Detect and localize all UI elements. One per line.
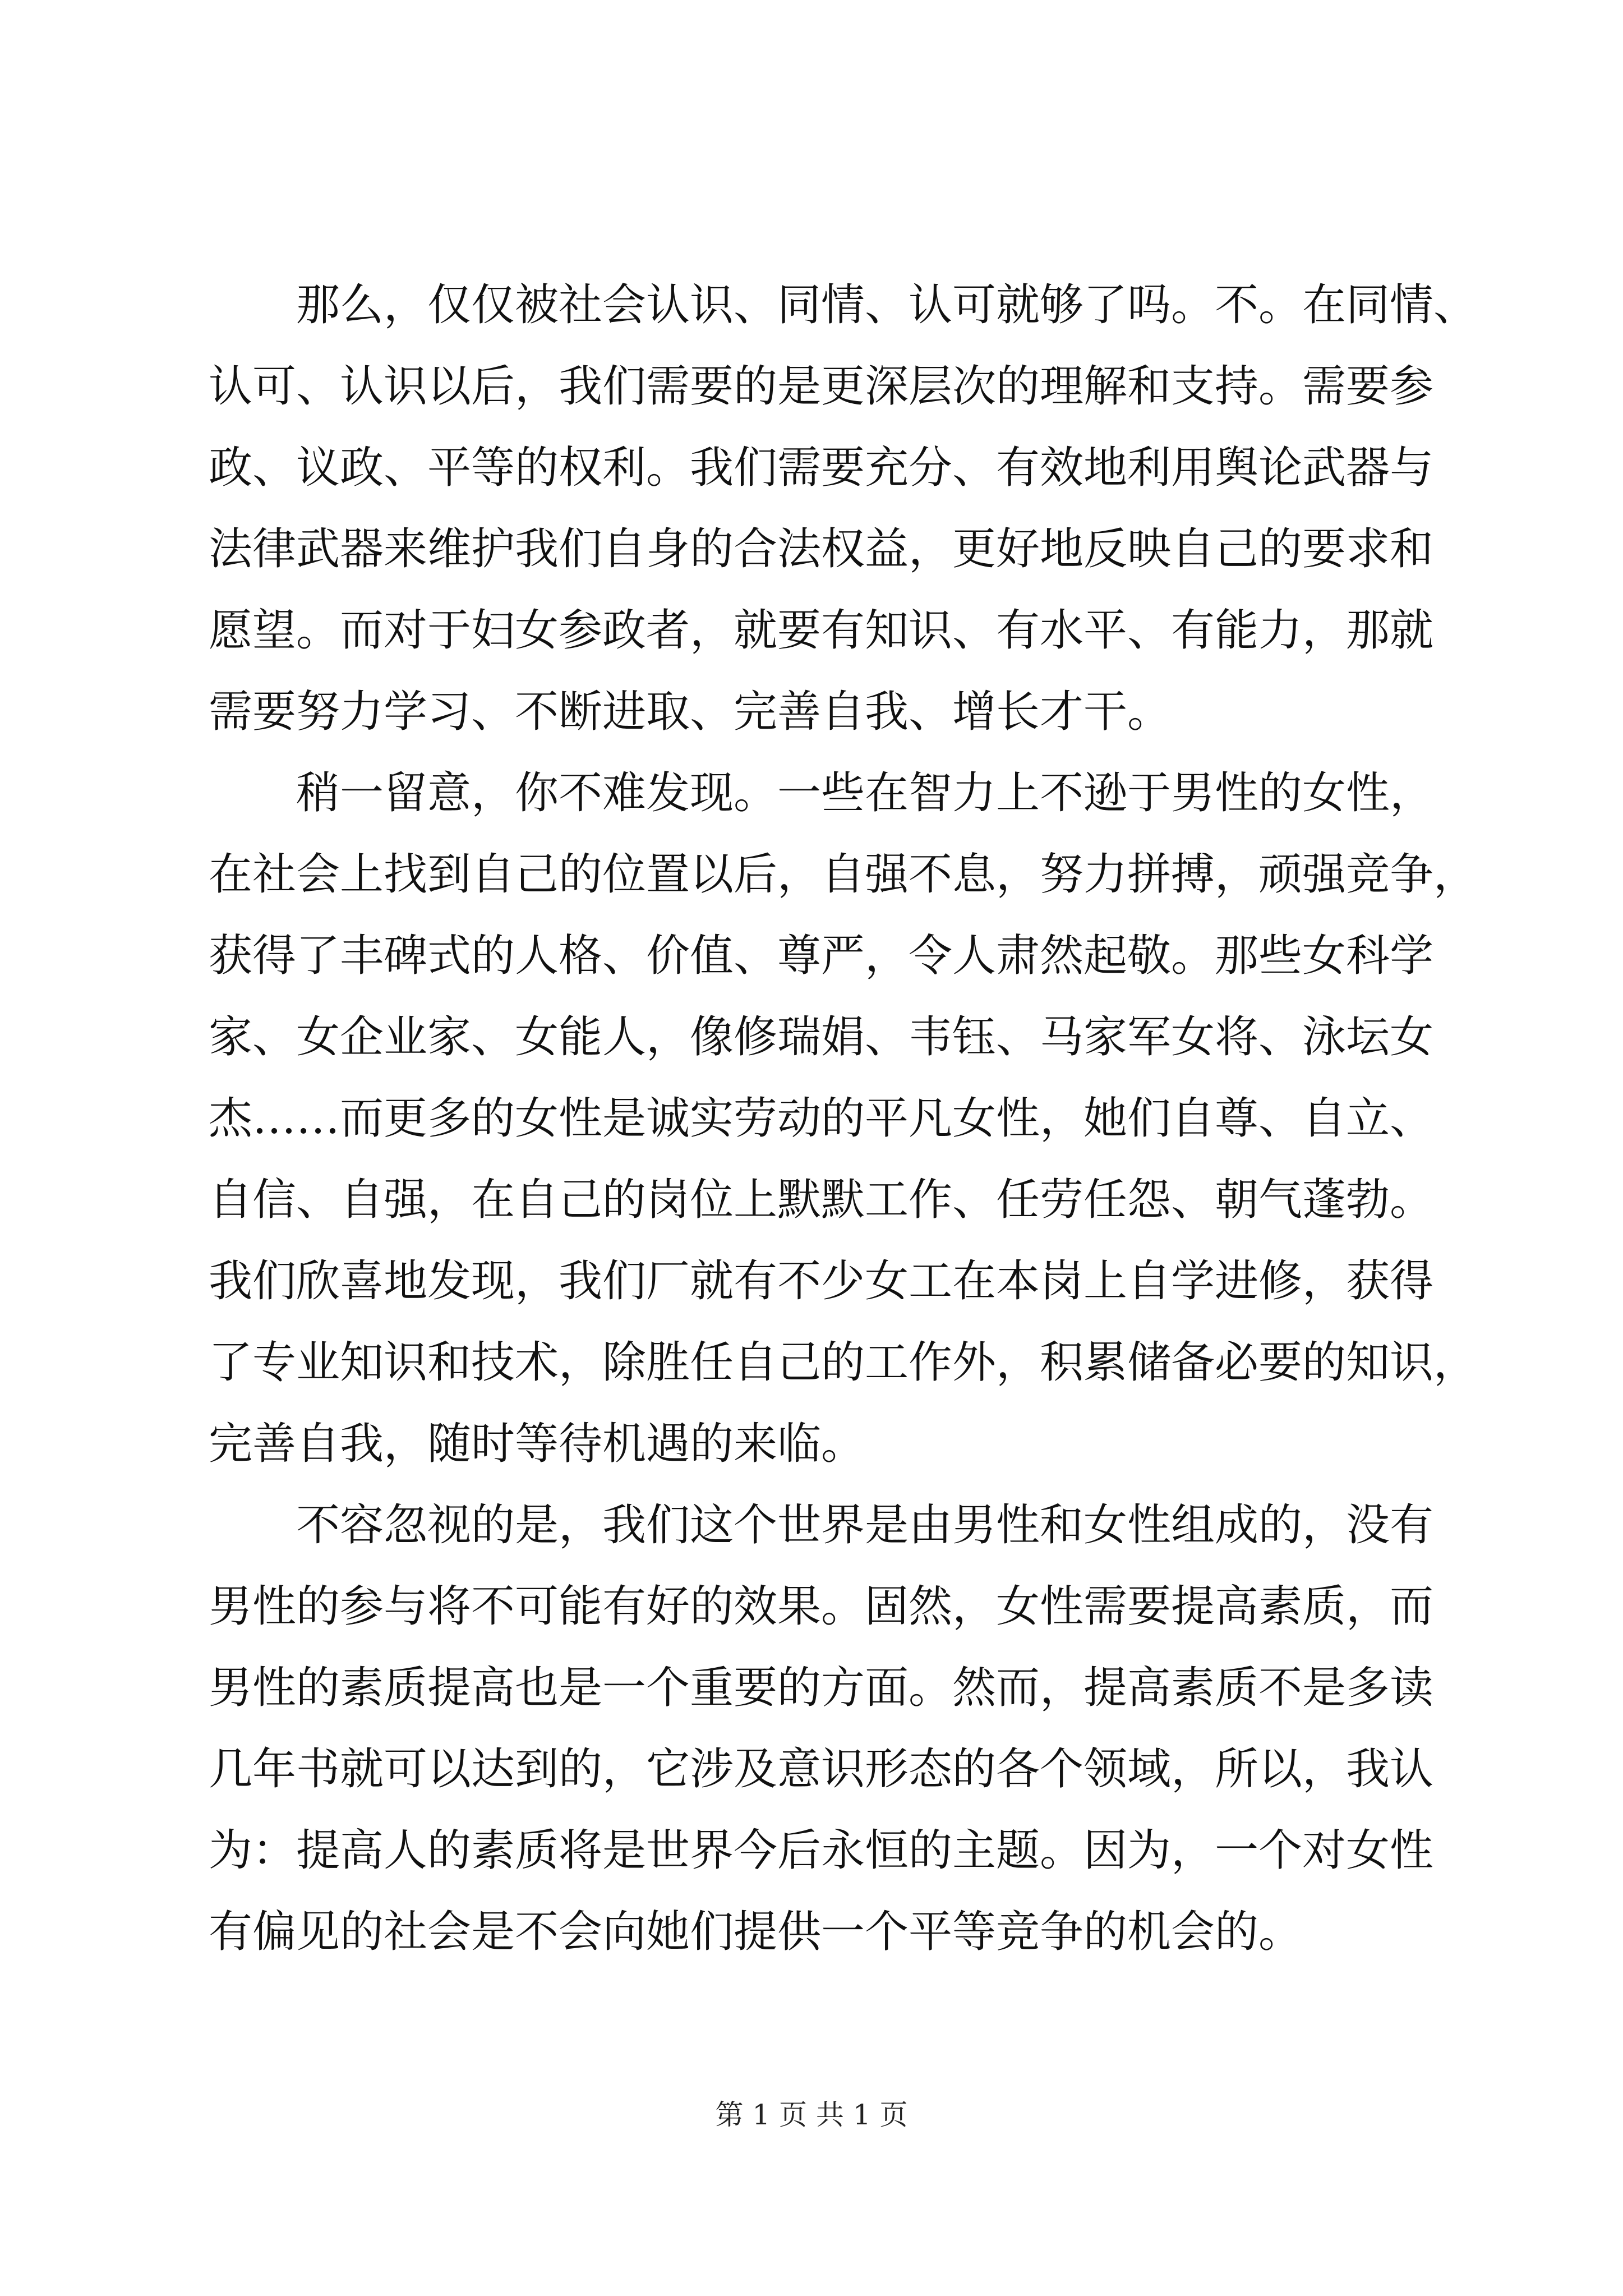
text-line: 在社会上找到自己的位置以后，自强不息，努力拼搏，顽强竞争， — [209, 849, 1478, 900]
text-line: 稍一留意，你不难发现。一些在智力上不逊于男性的女性， — [296, 768, 1434, 818]
text-line: 了专业知识和技术，除胜任自己的工作外，积累储备必要的知识， — [209, 1337, 1478, 1388]
text-line: 完善自我，随时等待机遇的来临。 — [209, 1419, 865, 1469]
text-line: 有偏见的社会是不会向她们提供一个平等竞争的机会的。 — [209, 1907, 1303, 1957]
paragraph-3 — [209, 1485, 1434, 1973]
text-line: 政、议政、平等的权利。我们需要充分、有效地利用舆论武器与 — [209, 443, 1434, 493]
text-line: 不容忽视的是，我们这个世界是由男性和女性组成的，没有 — [296, 1500, 1434, 1550]
text-line: 需要努力学习、不断进取、完善自我、增长才干。 — [209, 687, 1172, 737]
paragraph-2 — [209, 753, 1478, 1485]
paragraph-1 — [209, 265, 1478, 753]
document-body — [209, 265, 1478, 1973]
text-line: 杰……而更多的女性是诚实劳动的平凡女性，她们自尊、自立、 — [209, 1093, 1434, 1144]
text-line: 那么，仅仅被社会认识、同情、认可就够了吗。不。在同情、 — [296, 280, 1478, 330]
text-line: 男性的素质提高也是一个重要的方面。然而，提高素质不是多读 — [209, 1663, 1434, 1713]
text-line: 法律武器来维护我们自身的合法权益，更好地反映自己的要求和 — [209, 524, 1434, 574]
text-line: 男性的参与将不可能有好的效果。固然，女性需要提高素质，而 — [209, 1581, 1434, 1632]
text-line: 家、女企业家、女能人，像修瑞娟、韦钰、马家军女将、泳坛女 — [209, 1012, 1434, 1062]
text-line: 获得了丰碑式的人格、价值、尊严，令人肃然起敬。那些女科学 — [209, 931, 1434, 981]
text-line: 自信、自强，在自己的岗位上默默工作、任劳任怨、朝气蓬勃。 — [209, 1175, 1434, 1225]
text-line: 愿望。而对于妇女参政者，就要有知识、有水平、有能力，那就 — [209, 605, 1434, 656]
page-footer: 第 1 页 共 1 页 — [715, 2099, 908, 2131]
text-line: 为：提高人的素质将是世界今后永恒的主题。因为，一个对女性 — [209, 1825, 1434, 1876]
text-line: 我们欣喜地发现，我们厂就有不少女工在本岗上自学进修，获得 — [209, 1256, 1434, 1306]
text-line: 认可、认识以后，我们需要的是更深层次的理解和支持。需要参 — [209, 361, 1434, 412]
text-line: 几年书就可以达到的，它涉及意识形态的各个领域，所以，我认 — [209, 1744, 1434, 1795]
